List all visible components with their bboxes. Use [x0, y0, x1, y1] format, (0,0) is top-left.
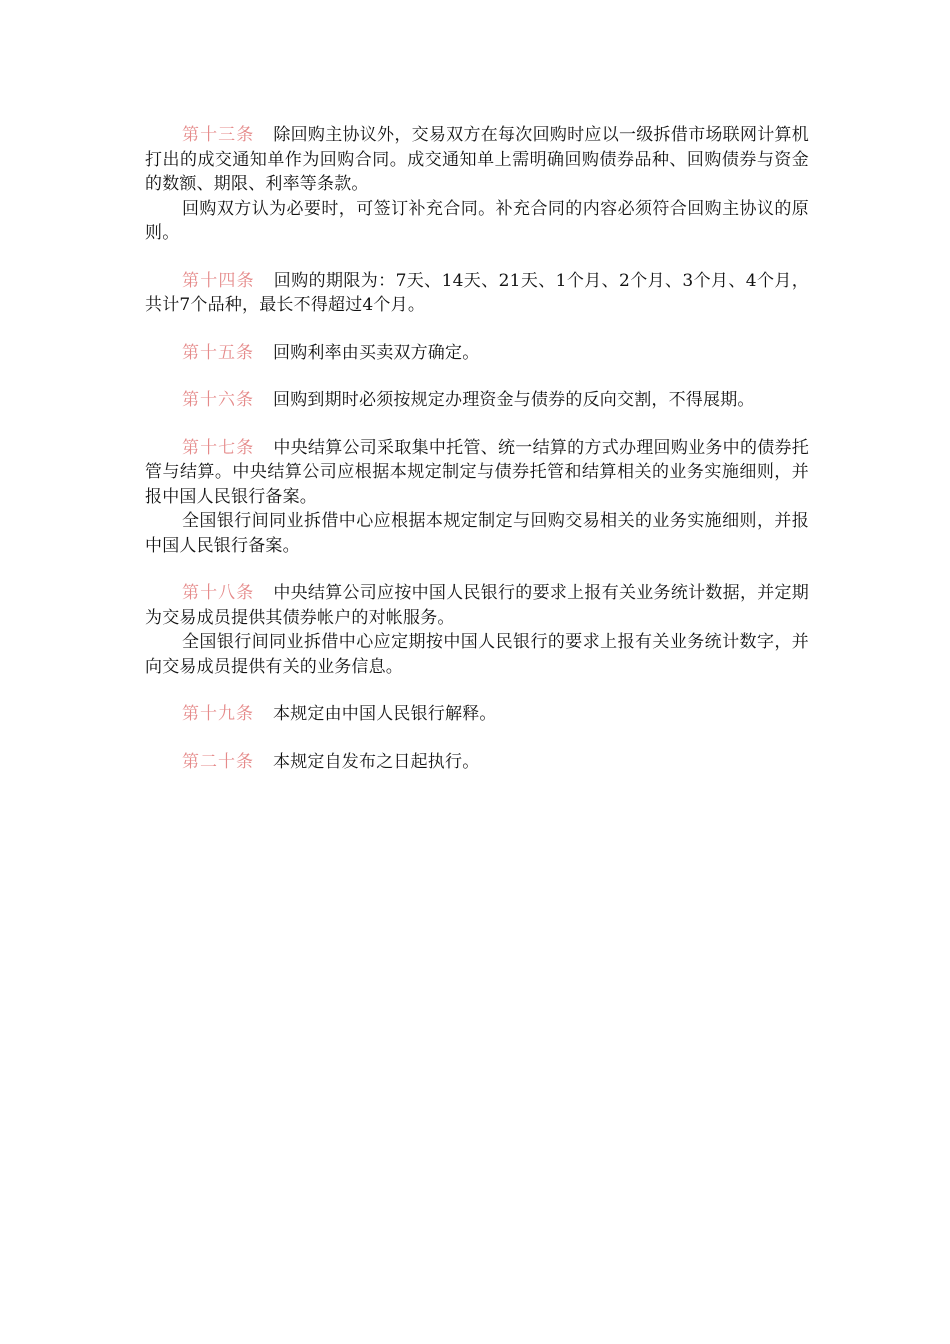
article-paragraph: [145, 436, 809, 510]
article-14: [145, 269, 809, 318]
article-19: [145, 702, 809, 727]
article-label: 第十四条: [182, 270, 255, 291]
article-paragraph: [145, 197, 809, 246]
article-text: 全国银行间同业拆借中心应根据本规定制定与回购交易相关的业务实施细则，并报中国人民银行备案。: [145, 511, 809, 556]
article-15: [145, 341, 809, 366]
article-text: 全国银行间同业拆借中心应定期按中国人民银行的要求上报有关业务统计数字，并向交易成员提供有关的业务信息。: [145, 632, 809, 677]
article-paragraph: [145, 702, 809, 727]
article-text: 本规定由中国人民银行解释。: [273, 704, 497, 724]
article-label: 第十六条: [182, 390, 254, 410]
article-text: 回购的期限为：7天、14天、21天、1个月、2个月、3个月、4个月，共计7个品种，最长不得超过4个月。: [145, 270, 810, 315]
article-paragraph: [145, 269, 809, 318]
article-text: 本规定自发布之日起执行。: [273, 751, 480, 772]
article-label: 第十八条: [182, 583, 255, 603]
article-label: 第十七条: [182, 437, 255, 458]
article-20: [145, 750, 809, 775]
article-paragraph: [145, 388, 809, 413]
article-text: 除回购主协议外，交易双方在每次回购时应以一级拆借市场联网计算机打出的成交通知单作为回购合同。成交通知单上需明确回购债券品种、回购债券与资金的数额、期限、利率等条款。: [145, 125, 810, 194]
article-text: 回购利率由买卖双方确定。: [273, 342, 480, 363]
article-paragraph: [145, 341, 809, 366]
article-text: 回购双方认为必要时，可签订补充合同。补充合同的内容必须符合回购主协议的原则。: [145, 198, 809, 243]
article-text: 中央结算公司应按中国人民银行的要求上报有关业务统计数据，并定期为交易成员提供其债券帐户的对帐服务。: [145, 583, 810, 628]
article-paragraph: [145, 509, 809, 558]
article-label: 第十三条: [182, 125, 255, 145]
article-label: 第十五条: [182, 342, 254, 363]
article-label: 第二十条: [182, 751, 254, 772]
article-16: [145, 388, 809, 413]
article-paragraph: [145, 750, 809, 775]
article-label: 第十九条: [182, 704, 254, 724]
document-page: [145, 123, 809, 797]
article-paragraph: [145, 581, 809, 630]
article-13: [145, 123, 809, 246]
article-17: [145, 436, 809, 559]
article-text: 中央结算公司采取集中托管、统一结算的方式办理回购业务中的债券托管与结算。中央结算公司应根据本规定制定与债券托管和结算相关的业务实施细则，并报中国人民银行备案。: [145, 437, 810, 507]
article-paragraph: [145, 630, 809, 679]
article-paragraph: [145, 123, 809, 197]
article-18: [145, 581, 809, 679]
article-text: 回购到期时必须按规定办理资金与债券的反向交割，不得展期。: [273, 390, 755, 410]
